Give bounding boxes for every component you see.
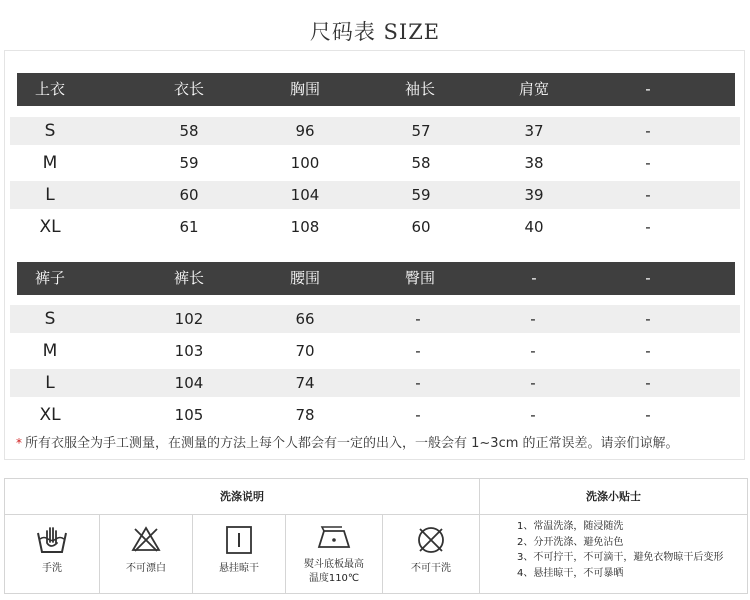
table-cell: 61 — [179, 218, 199, 236]
table-cell: 104 — [290, 186, 320, 204]
washing-tips-title: 洗涤小贴士 — [586, 490, 641, 503]
table-row — [10, 401, 740, 429]
size-label: M — [42, 341, 58, 361]
list-item: 2、分开洗涤、避免沾色 — [517, 536, 624, 548]
pants-header-hip: 臀围 — [404, 269, 436, 287]
table-cell: 39 — [524, 186, 544, 204]
table-cell: - — [530, 406, 536, 424]
table-cell: - — [645, 186, 651, 204]
list-item: 4、悬挂晾干，不可暴晒 — [517, 567, 624, 579]
pants-header-category: 裤子 — [35, 269, 66, 287]
table-cell: 59 — [179, 154, 199, 172]
table-cell: 105 — [174, 406, 204, 424]
table-row — [10, 337, 740, 365]
table-cell: 70 — [295, 342, 315, 360]
care-item-hang-dry — [193, 515, 285, 593]
table-cell: 66 — [295, 310, 315, 328]
list-item: 3、不可拧干，不可滴干，避免衣物晾干后变形 — [517, 552, 724, 563]
size-label: M — [42, 153, 58, 173]
table-cell: - — [415, 406, 421, 424]
table-cell: 100 — [290, 154, 320, 172]
table-cell: 103 — [174, 342, 204, 360]
table-cell: 40 — [524, 218, 544, 236]
table-cell: 74 — [295, 374, 315, 392]
table-row — [10, 305, 740, 333]
table-cell: - — [645, 218, 651, 236]
table-cell: 58 — [179, 122, 199, 140]
pants-header-extra: - — [645, 269, 651, 287]
care-item-hand-wash — [5, 515, 99, 593]
measurement-note — [16, 432, 679, 451]
table-cell: 57 — [411, 122, 431, 140]
size-chart-panel — [4, 50, 745, 460]
note-text: 所有衣服全为手工测量，在测量的方法上每个人都会有一定的出入，一般会有 1~3cm 的正常误差。请亲们谅解。 — [25, 436, 679, 451]
table-cell: - — [645, 406, 651, 424]
size-label: XL — [39, 217, 61, 237]
note-asterisk: * — [16, 436, 22, 450]
table-row — [10, 369, 740, 397]
size-label: L — [45, 373, 55, 393]
size-label: L — [45, 185, 55, 205]
care-item-no-dry-clean — [383, 515, 479, 593]
table-cell: - — [415, 342, 421, 360]
washing-tips-list — [517, 519, 723, 581]
care-label-line: 熨斗底板最高 — [304, 559, 364, 570]
table-cell: 60 — [179, 186, 199, 204]
care-label: 悬挂晾干 — [219, 563, 259, 574]
table-cell: 108 — [290, 218, 320, 236]
table-cell: 38 — [524, 154, 544, 172]
pants-header-waist: 腰围 — [289, 269, 321, 287]
table-cell: 60 — [411, 218, 431, 236]
size-label: S — [44, 121, 56, 141]
care-item-iron — [286, 515, 382, 593]
care-item-no-bleach — [100, 515, 192, 593]
washing-panel — [4, 478, 748, 594]
table-row — [10, 149, 740, 177]
table-cell: 96 — [295, 122, 315, 140]
table-cell: - — [645, 374, 651, 392]
table-cell: 58 — [411, 154, 431, 172]
table-cell: - — [415, 374, 421, 392]
table-cell: 102 — [174, 310, 204, 328]
pants-header-row — [17, 262, 735, 295]
table-cell: - — [415, 310, 421, 328]
care-label: 不可干洗 — [411, 563, 451, 574]
iron-icon — [316, 525, 352, 551]
table-cell: 104 — [174, 374, 204, 392]
table-cell: 37 — [524, 122, 544, 140]
no-bleach-icon — [131, 525, 161, 553]
care-label-line: 温度110℃ — [308, 573, 360, 584]
hand-wash-icon — [35, 525, 69, 555]
table-cell: - — [530, 310, 536, 328]
care-label — [286, 558, 382, 586]
size-label: S — [44, 309, 56, 329]
table-cell: - — [645, 310, 651, 328]
no-dry-clean-icon — [415, 525, 447, 555]
tops-header-shoulder: 肩宽 — [518, 80, 550, 98]
washing-instructions-title: 洗涤说明 — [220, 490, 264, 503]
hang-dry-icon — [224, 525, 254, 555]
table-cell: - — [645, 122, 651, 140]
table-row — [10, 117, 740, 145]
pants-header-length: 裤长 — [173, 269, 205, 287]
table-cell: 78 — [295, 406, 315, 424]
table-cell: - — [530, 374, 536, 392]
tops-header-length: 衣长 — [173, 80, 205, 98]
tops-header-extra: - — [645, 80, 651, 98]
table-cell: - — [530, 342, 536, 360]
care-label: 手洗 — [42, 563, 62, 574]
tops-header-row — [17, 73, 735, 106]
table-row — [10, 213, 740, 241]
table-cell: - — [645, 154, 651, 172]
tops-header-sleeve: 袖长 — [404, 80, 436, 98]
care-label: 不可漂白 — [126, 563, 166, 574]
table-row — [10, 181, 740, 209]
table-cell: 59 — [411, 186, 431, 204]
table-cell: - — [645, 342, 651, 360]
tops-header-category: 上衣 — [35, 80, 66, 98]
list-item: 1、常温洗涤，随浸随洗 — [517, 521, 624, 532]
tops-header-chest: 胸围 — [289, 80, 321, 98]
size-label: XL — [39, 405, 61, 425]
pants-header-extra: - — [531, 269, 537, 287]
page-title: 尺码表 SIZE — [309, 20, 441, 44]
